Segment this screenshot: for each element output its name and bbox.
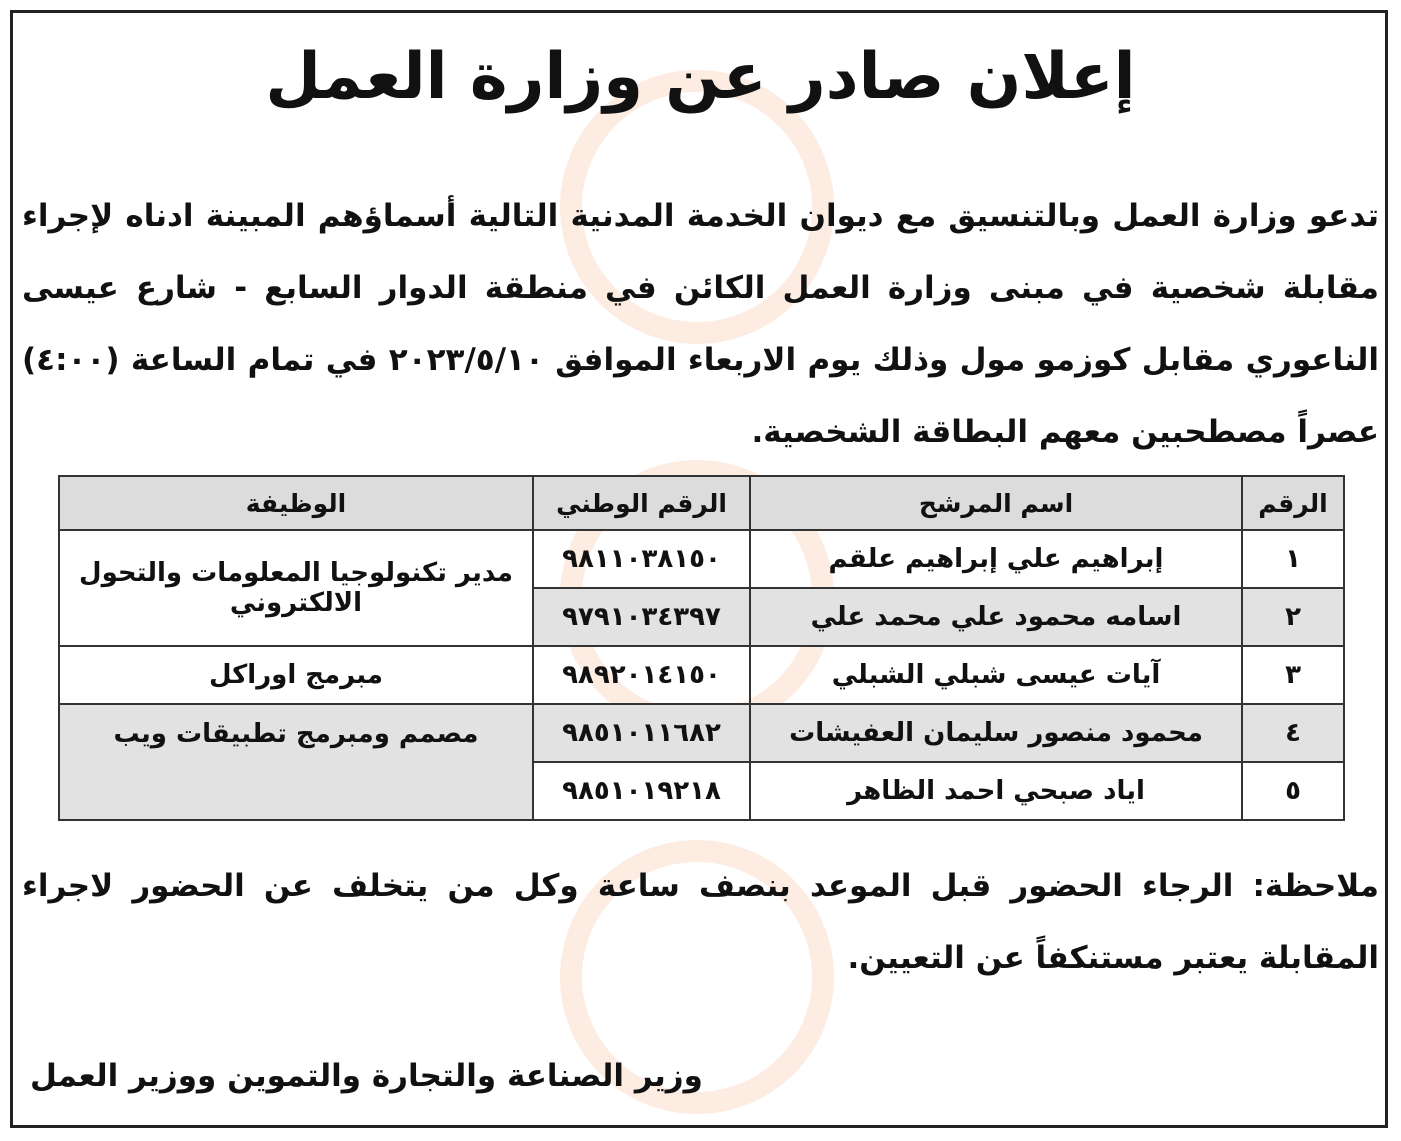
table-header	[59, 476, 1344, 530]
table-row	[59, 704, 1344, 762]
candidate-name: اسامه محمود علي محمد علي	[750, 588, 1242, 646]
row-number: ١	[1242, 530, 1344, 588]
national-id: ٩٨١١٠٣٨١٥٠	[533, 530, 750, 588]
candidate-name: آيات عيسى شبلي الشبلي	[750, 646, 1242, 704]
header-name: اسم المرشح	[750, 476, 1242, 530]
national-id: ٩٧٩١٠٣٤٣٩٧	[533, 588, 750, 646]
header-job: الوظيفة	[59, 476, 533, 530]
row-number: ٢	[1242, 588, 1344, 646]
candidate-name: محمود منصور سليمان العفيشات	[750, 704, 1242, 762]
national-id: ٩٨٥١٠١٩٢١٨	[533, 762, 750, 820]
announcement-body: تدعو وزارة العمل وبالتنسيق مع ديوان الخدمة المدنية التالية أسماؤهم المبينة ادناه لإجراء مقابلة شخصية في مبنى وزارة العمل الكائن في منطقة الدوار السابع - شارع عيسى الناعوري مقابل كوزمو مول وذلك يوم الاربعاء الموافق ٢٠٢٣/٥/١٠ في تمام الساعة (٤:٠٠) عصراً مصطحبين معهم البطاقة الشخصية.	[22, 198, 1380, 450]
candidate-name: اياد صبحي احمد الظاهر	[750, 762, 1242, 820]
note: ملاحظة: الرجاء الحضور قبل الموعد بنصف ساعة وكل من يتخلف عن الحضور لاجراء المقابلة يعتبر مستنكفاً عن التعيين.	[22, 868, 1379, 976]
job-title: مصمم ومبرمج تطبيقات ويب	[59, 704, 533, 820]
job-title: مدير تكنولوجيا المعلومات والتحول الالكتروني	[59, 530, 533, 646]
national-id: ٩٨٥١٠١١٦٨٢	[533, 704, 750, 762]
announcement-title: إعلان صادر عن وزارة العمل	[265, 40, 1136, 114]
row-number: ٤	[1242, 704, 1344, 762]
candidates-table	[58, 475, 1345, 821]
table-row	[59, 530, 1344, 588]
job-title: مبرمج اوراكل	[59, 646, 533, 704]
signature: وزير الصناعة والتجارة والتموين ووزير العمل	[30, 1058, 703, 1094]
table-row	[59, 646, 1344, 704]
national-id: ٩٨٩٢٠١٤١٥٠	[533, 646, 750, 704]
row-number: ٣	[1242, 646, 1344, 704]
header-number: الرقم	[1242, 476, 1344, 530]
row-number: ٥	[1242, 762, 1344, 820]
candidate-name: إبراهيم علي إبراهيم علقم	[750, 530, 1242, 588]
header-national-id: الرقم الوطني	[533, 476, 750, 530]
